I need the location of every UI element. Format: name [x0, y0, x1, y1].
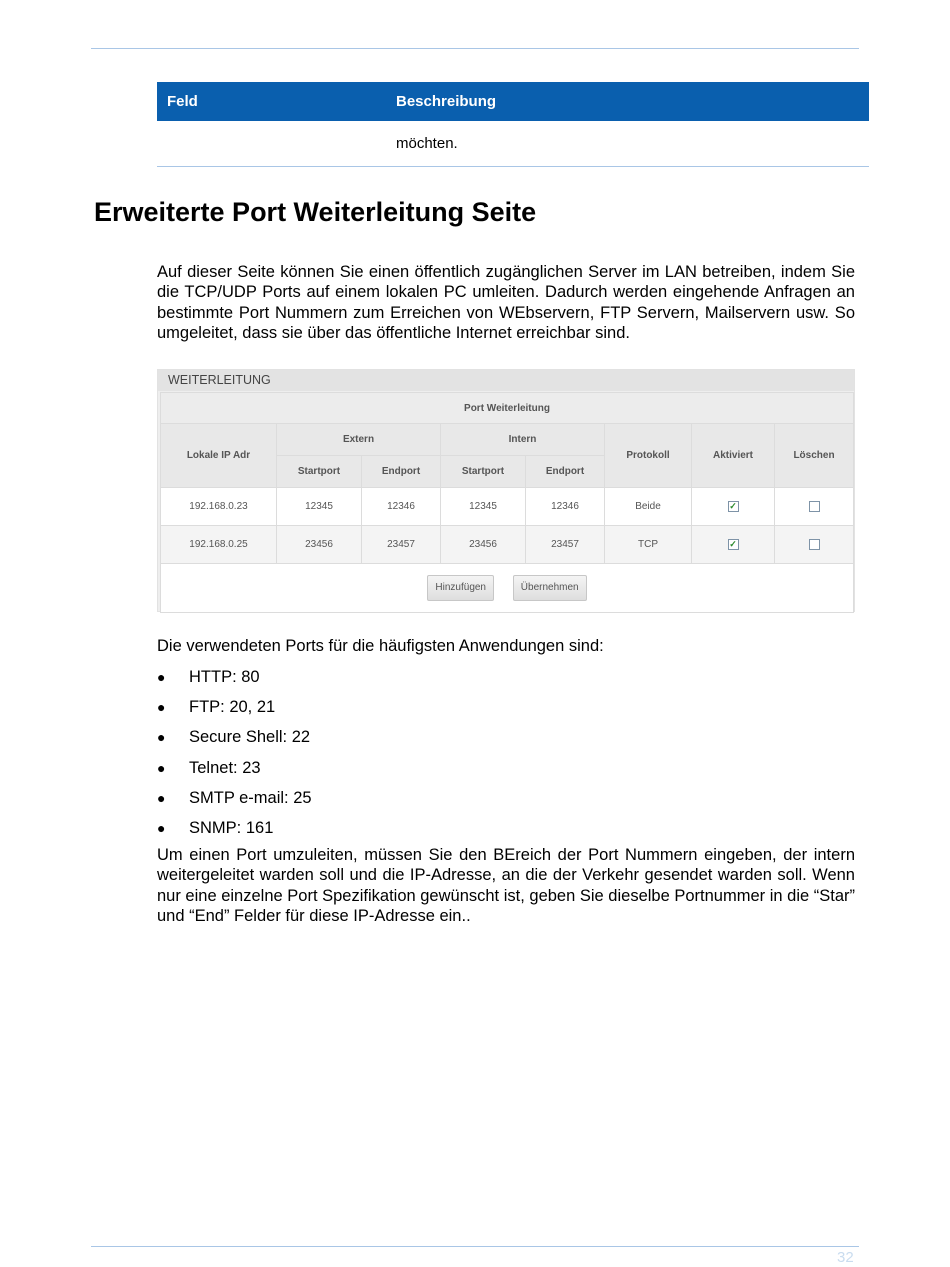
list-item — [157, 756, 312, 786]
bullet-icon: ● — [157, 729, 166, 746]
section-heading: Erweiterte Port Weiterleitung Seite — [94, 197, 537, 227]
list-item — [157, 695, 312, 725]
field-table-row — [157, 121, 869, 167]
header-lokale-ip: Lokale IP Adr — [161, 424, 277, 488]
cell-protokoll[interactable]: TCP — [605, 526, 692, 564]
add-button[interactable]: Hinzufügen — [427, 575, 494, 601]
header-aktiviert: Aktiviert — [692, 424, 775, 488]
list-item-text: Secure Shell: 22 — [189, 728, 311, 747]
list-item — [157, 725, 312, 755]
bullet-icon: ● — [157, 789, 166, 806]
bullet-icon: ● — [157, 669, 166, 685]
table-row — [161, 488, 854, 526]
actions-cell — [161, 564, 854, 613]
field-table-header — [157, 82, 869, 121]
cell-ext-end[interactable]: 23457 — [362, 526, 441, 564]
closing-paragraph: Um einen Port umzuleiten, müssen Sie den BEreich der Port Nummern eingeben, der intern weitergeleitet warden soll und die IP-Adresse, an die der Verkehr gesendet warden soll. Wenn nur eine einzelne Port Spezifikation gewünscht ist, geben Sie dieselbe Portnummer in die “Star” und “End” Felder für diese IP-Adresse ein.. — [157, 846, 855, 926]
apply-button[interactable]: Übernehmen — [513, 575, 587, 601]
ports-list — [157, 665, 312, 846]
cell-loeschen — [775, 526, 854, 564]
panel-title: WEITERLEITUNG — [158, 370, 854, 391]
port-forwarding-screenshot — [157, 369, 855, 612]
cell-ip[interactable]: 192.168.0.25 — [161, 526, 277, 564]
intro-paragraph: Auf dieser Seite können Sie einen öffentlich zugänglichen Server im LAN betreiben, indem Sie die TCP/UDP Ports auf einem lokalen PC umleiten. Dadurch werden eingehende Anfragen an bestimmte Port Nummern zum Erreichen von WEbservern, FTP Servern, Mailservern usw. So umgeleitet, dass sie über das öffentliche Internet erreichbar sind. — [157, 263, 855, 343]
header-loeschen: Löschen — [775, 424, 854, 488]
cell-aktiviert — [692, 526, 775, 564]
loeschen-checkbox[interactable] — [809, 539, 820, 550]
cell-int-start[interactable]: 23456 — [441, 526, 526, 564]
cell-ext-start[interactable]: 12345 — [277, 488, 362, 526]
cell-int-end[interactable]: 23457 — [526, 526, 605, 564]
list-item-text: Telnet: 23 — [189, 758, 261, 777]
list-item-text: HTTP: 80 — [189, 668, 260, 686]
bottom-rule — [91, 1246, 859, 1247]
cell-ext-start[interactable]: 23456 — [277, 526, 362, 564]
cell-int-start[interactable]: 12345 — [441, 488, 526, 526]
ports-intro: Die verwendeten Ports für die häufigsten Anwendungen sind: — [157, 637, 604, 655]
port-forwarding-table — [160, 392, 854, 613]
cell-protokoll[interactable]: Beide — [605, 488, 692, 526]
list-item-text: SMTP e-mail: 25 — [189, 788, 312, 807]
cell-ip[interactable]: 192.168.0.23 — [161, 488, 277, 526]
list-item — [157, 816, 312, 846]
header-intern: Intern — [441, 424, 605, 456]
header-protokoll: Protokoll — [605, 424, 692, 488]
cell-aktiviert — [692, 488, 775, 526]
bullet-icon: ● — [157, 759, 166, 776]
cell-loeschen — [775, 488, 854, 526]
list-item-text: SNMP: 161 — [189, 818, 274, 837]
header-extern: Extern — [277, 424, 441, 456]
cell-ext-end[interactable]: 12346 — [362, 488, 441, 526]
top-rule — [91, 48, 859, 49]
table-caption: Port Weiterleitung — [161, 393, 854, 424]
header-feld: Feld — [167, 93, 198, 110]
header-intern-endport: Endport — [526, 456, 605, 488]
cell-beschreibung: möchten. — [396, 135, 458, 152]
list-item — [157, 665, 312, 695]
field-table — [157, 82, 869, 167]
aktiviert-checkbox[interactable]: ✓ — [729, 538, 737, 549]
table-row — [161, 526, 854, 564]
header-beschreibung: Beschreibung — [396, 93, 497, 110]
cell-int-end[interactable]: 12346 — [526, 488, 605, 526]
header-extern-endport: Endport — [362, 456, 441, 488]
header-extern-startport: Startport — [277, 456, 362, 488]
aktiviert-checkbox[interactable]: ✓ — [729, 500, 737, 511]
page-number: 32 — [837, 1249, 854, 1266]
bullet-icon: ● — [157, 699, 166, 716]
list-item — [157, 786, 312, 816]
bullet-icon: ● — [157, 819, 166, 836]
header-intern-startport: Startport — [441, 456, 526, 488]
list-item-text: FTP: 20, 21 — [189, 698, 276, 717]
loeschen-checkbox[interactable] — [809, 501, 820, 512]
